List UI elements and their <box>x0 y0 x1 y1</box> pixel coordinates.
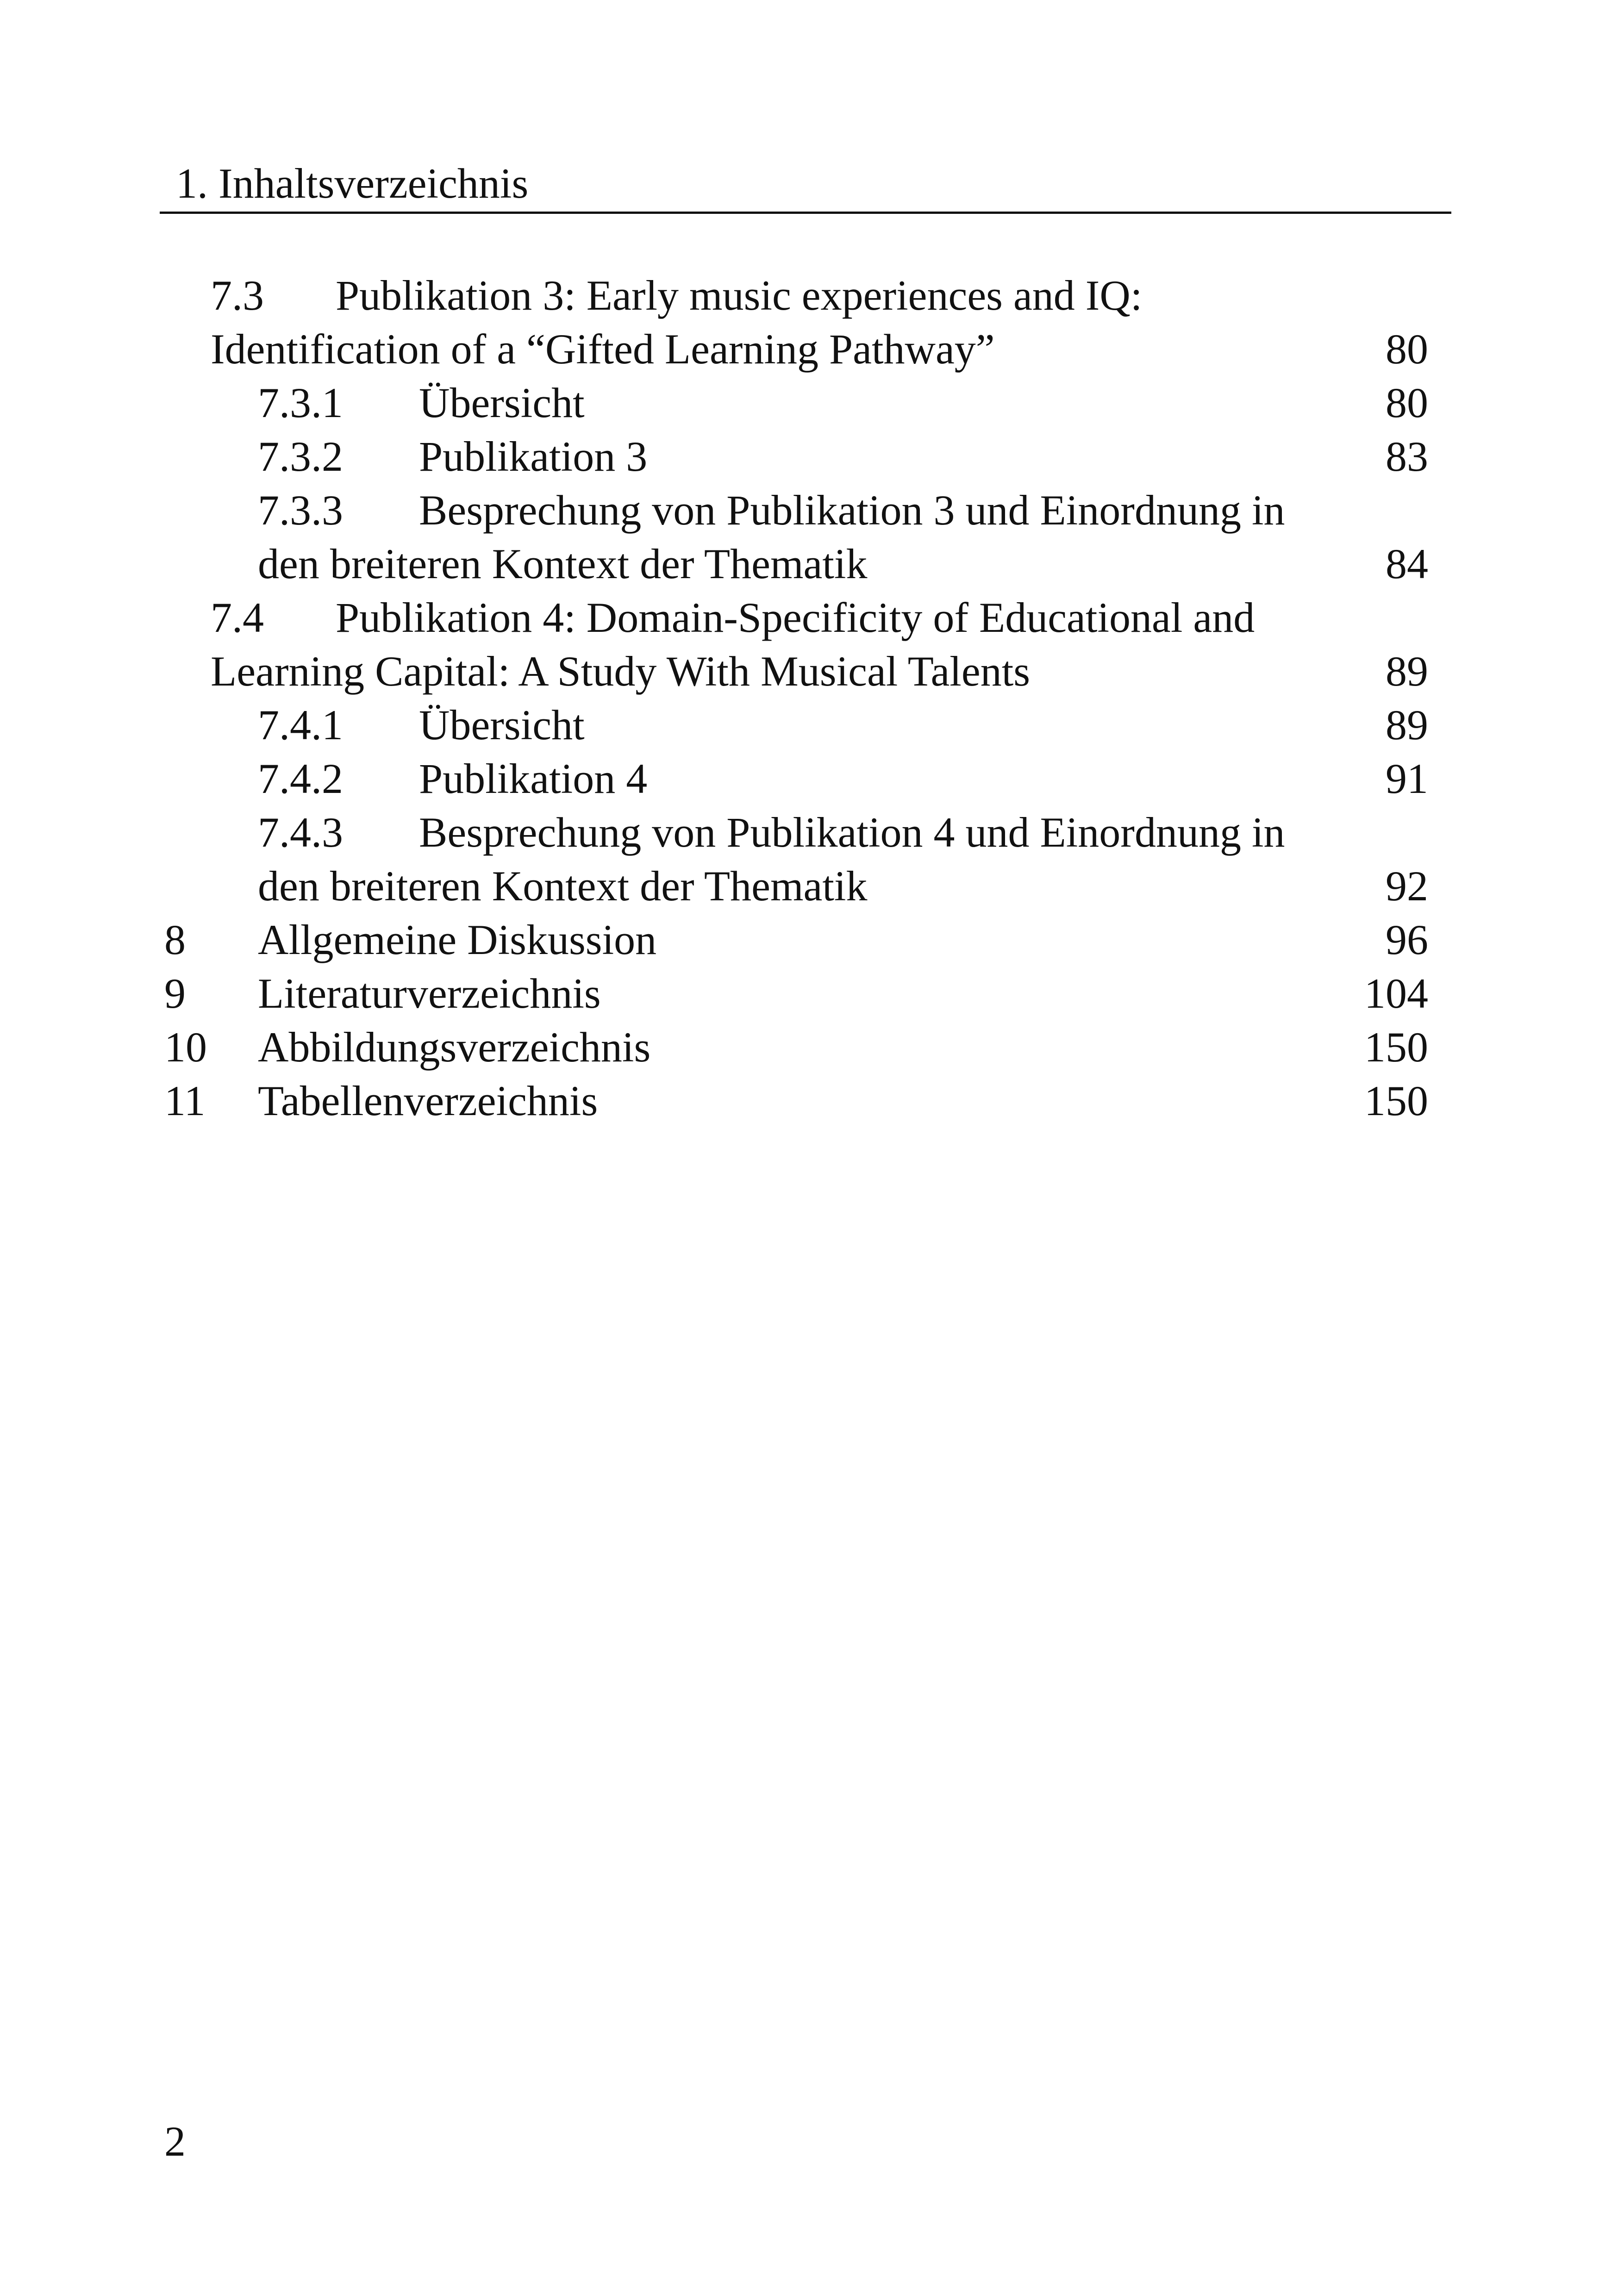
toc-entry-7-4-3-continued[interactable] <box>258 859 1428 913</box>
toc-entry-title-continued: Learning Capital: A Study With Musical Talents <box>211 648 1031 695</box>
toc-entry-9[interactable] <box>164 967 1428 1020</box>
toc-entry-title-continued: Identification of a “Gifted Learning Pathway” <box>211 325 995 373</box>
toc-entry-number: 7.3.3 <box>258 486 343 534</box>
toc-entry-title: Übersicht <box>419 379 585 426</box>
toc-entry-10[interactable] <box>164 1020 1428 1074</box>
toc-entry-page: 104 <box>1364 970 1428 1017</box>
toc-entry-7-4[interactable] <box>211 591 1428 644</box>
toc-entry-title: Publikation 4: Domain-Specificity of Educational and <box>336 594 1255 641</box>
toc-entry-title: Publikation 4 <box>419 755 648 802</box>
toc-entry-number: 7.4 <box>211 594 264 641</box>
toc-entry-title: Tabellenverzeichnis <box>258 1077 598 1124</box>
toc-entry-7-3-1[interactable] <box>258 376 1428 430</box>
toc-entry-title: Allgemeine Diskussion <box>258 916 657 963</box>
toc-entry-page: 89 <box>1386 701 1428 748</box>
toc-entry-7-3[interactable] <box>211 268 1428 322</box>
toc-entry-page: 150 <box>1364 1023 1428 1071</box>
toc-entry-number: 7.3.2 <box>258 433 343 480</box>
toc-entry-title-continued: den breiteren Kontext der Thematik <box>258 862 868 910</box>
toc-entry-7-4-1[interactable] <box>258 698 1428 752</box>
toc-entry-page: 89 <box>1386 648 1428 695</box>
toc-entry-title: Besprechung von Publikation 3 und Einordnung in <box>419 486 1285 534</box>
toc-entry-number: 8 <box>164 916 186 963</box>
toc-entry-number: 7.3.1 <box>258 379 343 426</box>
toc-entry-title: Übersicht <box>419 701 585 748</box>
toc-entry-8[interactable] <box>164 913 1428 967</box>
toc-entry-number: 7.4.1 <box>258 701 343 748</box>
toc-entry-7-3-3[interactable] <box>258 483 1428 537</box>
toc-entry-number: 11 <box>164 1077 206 1124</box>
toc-entry-number: 9 <box>164 970 186 1017</box>
toc-entry-page: 80 <box>1386 379 1428 426</box>
toc-entry-page: 80 <box>1386 325 1428 373</box>
toc-entry-page: 84 <box>1386 540 1428 587</box>
toc-entry-page: 92 <box>1386 862 1428 910</box>
toc-entry-page: 83 <box>1386 433 1428 480</box>
toc-entry-7-3-continued[interactable] <box>211 322 1428 376</box>
toc-entry-title: Besprechung von Publikation 4 und Einordnung in <box>419 809 1285 856</box>
toc-entry-number: 10 <box>164 1023 207 1071</box>
toc-entry-title-continued: den breiteren Kontext der Thematik <box>258 540 868 587</box>
toc-entry-number: 7.4.3 <box>258 809 343 856</box>
toc-entry-7-4-2[interactable] <box>258 752 1428 805</box>
running-header-title: 1. Inhaltsverzeichnis <box>176 160 529 207</box>
toc-entry-7-3-2[interactable] <box>258 430 1428 483</box>
toc-entry-title: Publikation 3 <box>419 433 648 480</box>
toc-entry-title: Abbildungsverzeichnis <box>258 1023 651 1071</box>
toc-entry-page: 91 <box>1386 755 1428 802</box>
toc-entry-page: 150 <box>1364 1077 1428 1124</box>
toc-entry-7-4-continued[interactable] <box>211 644 1428 698</box>
page-number: 2 <box>164 2118 186 2165</box>
toc-entry-number: 7.3 <box>211 272 264 319</box>
toc-entry-7-4-3[interactable] <box>258 805 1428 859</box>
toc-entry-11[interactable] <box>164 1074 1428 1128</box>
toc-entry-title: Publikation 3: Early music experiences and IQ: <box>336 272 1143 319</box>
toc-entry-number: 7.4.2 <box>258 755 343 802</box>
toc-entry-title: Literaturverzeichnis <box>258 970 601 1017</box>
toc-entry-page: 96 <box>1386 916 1428 963</box>
toc-entry-7-3-3-continued[interactable] <box>258 537 1428 591</box>
